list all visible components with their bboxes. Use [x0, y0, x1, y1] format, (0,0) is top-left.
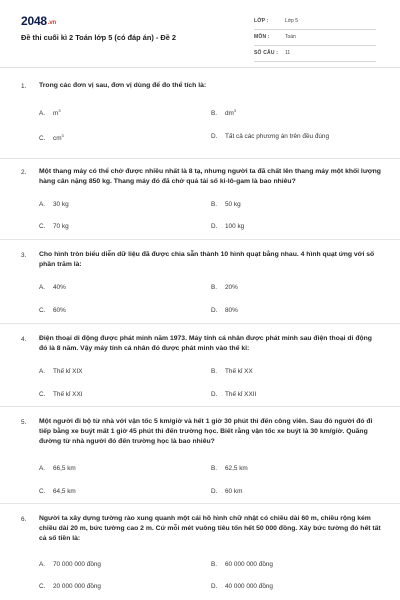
question-text: Một thang máy có thể chở được nhiều nhất là 8 tạ, nhưng người ta đã chất lên thang máy một khối lượng hàng cân nặng 850 kg. Thang máy đó đã chở quá tải số ki-lô-gam là bao nhiêu? [39, 168, 381, 185]
option-text: 64,5 km [53, 488, 76, 495]
option-letter: A. [39, 284, 46, 291]
option-letter: C. [39, 135, 46, 142]
option-letter: B. [211, 368, 218, 375]
option-text: 50 kg [225, 201, 241, 208]
question-text: Cho hình tròn biểu diễn dữ liệu đã được chia sẵn thành 10 hình quạt bằng nhau. 4 hình quạt ứng với số phần trăm là: [39, 251, 375, 268]
meta-label: LỚP : [254, 18, 269, 24]
meta-value: Lớp 5 [285, 18, 299, 24]
page-title: Đề thi cuối kì 2 Toán lớp 5 (có đáp án) - Đề 2 [21, 33, 177, 42]
option-letter: D. [211, 223, 218, 230]
answer-option-a[interactable] [39, 368, 82, 375]
question-text: Một người đi bộ từ nhà với vận tốc 5 km/giờ và hết 1 giờ 30 phút thì đến công viên. Sau đó người đó đi tiếp bằng xe buýt mất 1 giờ 45 phút thì đến trường học. Biết rằng vận tốc xe buýt là 30 km/giờ. Quãng đường từ nhà người đó đến trường học là bao nhiêu? [39, 418, 373, 445]
option-letter: C. [39, 391, 46, 398]
answer-option-a[interactable] [39, 108, 61, 117]
answer-option-b[interactable] [211, 284, 238, 291]
option-text: Thế kỉ XX [225, 368, 253, 375]
meta-label: SỐ CÂU : [254, 50, 279, 56]
option-text: $dm^3$ [225, 108, 237, 117]
option-letter: A. [39, 561, 46, 568]
question-number: 4. [21, 336, 27, 343]
option-text: 70 kg [53, 223, 69, 230]
option-text: 62,5 km [225, 465, 248, 472]
option-text: Thế kỉ XIX [53, 368, 83, 375]
option-text: 40 000 000 đồng [225, 583, 273, 590]
answer-option-c[interactable] [39, 133, 64, 142]
answer-option-a[interactable] [39, 465, 76, 472]
option-letter: C. [39, 488, 46, 495]
option-text: $m^3$ [53, 108, 61, 117]
answer-option-d[interactable] [211, 307, 238, 314]
answer-option-d[interactable] [211, 133, 329, 140]
option-letter: B. [211, 561, 218, 568]
option-letter: B. [211, 284, 218, 291]
meta-row-class [254, 14, 376, 30]
option-text: 80% [225, 307, 238, 314]
option-text: 40% [53, 284, 66, 291]
answer-option-c[interactable] [39, 488, 76, 495]
logo-suffix: .vn [47, 20, 56, 26]
question-number: 1. [21, 83, 27, 90]
option-text: 60 km [225, 488, 243, 495]
answer-option-b[interactable] [211, 108, 236, 117]
question-number: 2. [21, 169, 27, 176]
answer-option-a[interactable] [39, 201, 69, 208]
meta-value: 11 [285, 50, 291, 56]
option-letter: C. [39, 583, 46, 590]
answer-option-d[interactable] [211, 488, 242, 495]
option-text: 20 000 000 đồng [53, 583, 101, 590]
option-letter: A. [39, 368, 46, 375]
question-text: Điện thoại di động được phát minh năm 1973. Máy tính cá nhân được phát minh sau điện thoại di động đó là 8 năm. Vậy máy tính cá nhân đó được phát minh vào thế kỉ: [39, 335, 372, 352]
option-text: Thế kỉ XXII [225, 391, 257, 398]
option-letter: D. [211, 307, 218, 314]
question-list [0, 68, 400, 600]
option-text: 60 000 000 đồng [225, 561, 273, 568]
option-letter: B. [211, 465, 218, 472]
question-text: Trong các đơn vị sau, đơn vị dùng để đo thể tích là: [39, 82, 207, 89]
answer-option-b[interactable] [211, 201, 241, 208]
answer-option-c[interactable] [39, 583, 101, 590]
option-text: 20% [225, 284, 238, 291]
option-letter: A. [39, 201, 46, 208]
exam-meta [254, 14, 376, 62]
question-item [0, 68, 400, 159]
page-header [0, 0, 400, 68]
question-item [0, 159, 400, 240]
answer-option-d[interactable] [211, 583, 273, 590]
meta-value: Toán [285, 34, 296, 40]
question-item [0, 504, 400, 600]
option-letter: D. [211, 133, 218, 140]
option-letter: C. [39, 307, 46, 314]
option-text: $cm^3$ [53, 133, 64, 142]
answer-option-b[interactable] [211, 561, 273, 568]
option-letter: B. [211, 201, 218, 208]
option-text: 100 kg [225, 223, 245, 230]
option-letter: B. [211, 110, 218, 117]
question-number: 6. [21, 516, 27, 523]
question-number: 5. [21, 419, 27, 426]
answer-option-d[interactable] [211, 391, 256, 398]
question-item [0, 240, 400, 324]
option-text: Tất cả các phương án trên đều đúng [225, 133, 330, 140]
option-letter: C. [39, 223, 46, 230]
meta-row-subject [254, 30, 376, 46]
answer-option-c[interactable] [39, 223, 69, 230]
site-logo[interactable] [21, 14, 56, 28]
option-letter: D. [211, 391, 218, 398]
answer-option-d[interactable] [211, 223, 244, 230]
meta-row-count [254, 46, 376, 62]
option-text: Thế kỉ XXI [53, 391, 83, 398]
question-item [0, 324, 400, 407]
question-text: Người ta xây dựng tường rào xung quanh một cái hồ hình chữ nhật có chiều dài 60 m, chiều rộng kém chiều dài 20 m, bức tường cao 2 m. Cứ mỗi mét vuông tiêu tốn hết 50 000 đồng. Xây bức tường đó hết tất cả số tiền là: [39, 515, 381, 542]
answer-option-a[interactable] [39, 284, 66, 291]
option-text: 60% [53, 307, 66, 314]
answer-option-c[interactable] [39, 307, 66, 314]
logo-text: 2048 [21, 14, 47, 28]
option-letter: D. [211, 583, 218, 590]
answer-option-b[interactable] [211, 465, 248, 472]
answer-option-a[interactable] [39, 561, 101, 568]
option-letter: A. [39, 110, 46, 117]
meta-label: MÔN : [254, 34, 270, 40]
question-item [0, 407, 400, 504]
option-letter: D. [211, 488, 218, 495]
question-number: 3. [21, 252, 27, 259]
option-text: 30 kg [53, 201, 69, 208]
option-text: 70 000 000 đồng [53, 561, 101, 568]
answer-option-b[interactable] [211, 368, 253, 375]
option-text: 66,5 km [53, 465, 76, 472]
option-letter: A. [39, 465, 46, 472]
answer-option-c[interactable] [39, 391, 82, 398]
